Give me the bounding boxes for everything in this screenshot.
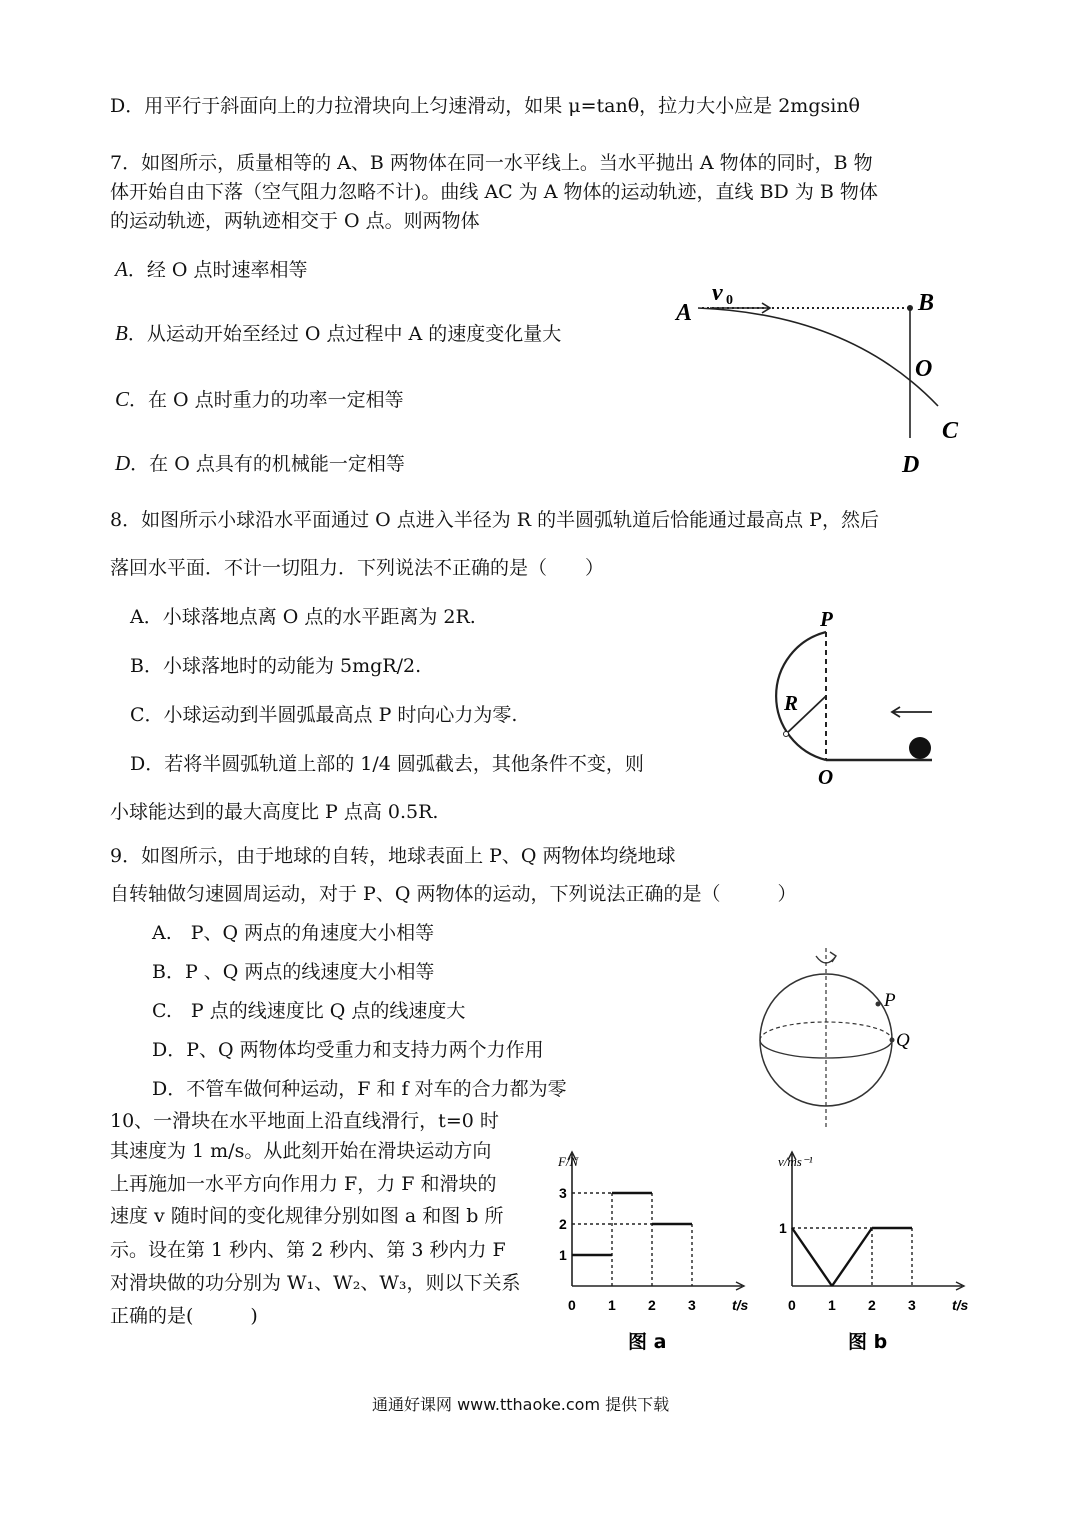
q8-option-b: B．小球落地时的动能为 5mgR/2. — [130, 655, 422, 677]
option-text: ．在 O 点具有的机械能一定相等 — [130, 453, 405, 475]
label-v-subscript: 0 — [726, 293, 733, 308]
option-letter: C — [115, 387, 130, 411]
label-d: D — [902, 452, 920, 478]
q9-stem-line1: 9．如图所示，由于地球的自转，地球表面上 P、Q 两物体均绕地球 — [110, 845, 676, 867]
q9-option-b: B．P 、Q 两点的线速度大小相等 — [152, 961, 435, 983]
equator-back — [760, 1022, 892, 1040]
option-letter: D — [115, 451, 131, 475]
motion-arrow — [892, 707, 932, 717]
q7-stem-line1: 7．如图所示，质量相等的 A、B 两物体在同一水平线上。当水平抛出 A 物体的同时，B 物 — [110, 152, 873, 174]
q8-stem-line1: 8．如图所示小球沿水平面通过 O 点进入半径为 R 的半圆弧轨道后恰能通过最高点 P，然后 — [110, 509, 879, 531]
x-tick-label: 1 — [608, 1297, 616, 1313]
q10-line2: 其速度为 1 m/s。从此刻开始在滑块运动方向 — [110, 1140, 492, 1162]
x-tick-label: 3 — [908, 1297, 916, 1313]
x-tick-label: 2 — [648, 1297, 656, 1313]
q7-stem-line3: 的运动轨迹，两轨迹相交于 O 点。则两物体 — [110, 210, 480, 232]
q9-earth-figure — [750, 944, 950, 1134]
chart-caption: 图 b — [848, 1331, 888, 1353]
q10-line4: 速度 v 随时间的变化规律分别如图 a 和图 b 所 — [110, 1205, 504, 1227]
q7-option-a — [115, 257, 307, 282]
q9-option-d2: D．不管车做何种运动，F 和 f 对车的合力都为零 — [152, 1078, 567, 1100]
q7-option-d — [115, 451, 405, 476]
option-text: ．经 O 点时速率相等 — [127, 259, 308, 281]
q10-line3: 上再施加一水平方向作用力 F，力 F 和滑块的 — [110, 1173, 497, 1195]
q9-option-a: A. P、Q 两点的角速度大小相等 — [152, 922, 435, 944]
q8-option-d: D．若将半圆弧轨道上部的 1/4 圆弧截去，其他条件不变，则 — [130, 753, 644, 775]
series-segment — [792, 1228, 832, 1286]
ball — [909, 737, 931, 759]
label-q: Q — [896, 1030, 910, 1051]
label-r: R — [784, 691, 799, 715]
q9-option-c: C. P 点的线速度比 Q 点的线速度大 — [152, 1000, 466, 1022]
q10-line7: 正确的是( ) — [110, 1305, 258, 1327]
y-tick-label: 3 — [559, 1185, 567, 1201]
q7-trajectory-figure — [670, 278, 990, 478]
label-p: P — [820, 607, 833, 631]
option-text: ．在 O 点时重力的功率一定相等 — [129, 389, 404, 411]
q10-line1: 10、一滑块在水平地面上沿直线滑行，t=0 时 — [110, 1110, 499, 1132]
label-a: A — [676, 300, 693, 326]
label-o: O — [915, 356, 933, 382]
radius-end-dot — [784, 732, 789, 737]
q10-line5: 示。设在第 1 秒内、第 2 秒内、第 3 秒内力 F — [110, 1239, 506, 1261]
q6-option-d: D．用平行于斜面向上的力拉滑块向上匀速滑动，如果 μ=tanθ，拉力大小应是 2mgsinθ — [110, 95, 860, 117]
option-letter: B — [115, 321, 128, 345]
footer-text: 通通好课网 www.tthaoke.com 提供下载 — [372, 1395, 670, 1414]
q8-stem-line2: 落回水平面．不计一切阻力．下列说法不正确的是（ ） — [110, 557, 605, 579]
label-v: v — [712, 280, 723, 306]
chart-caption: 图 a — [628, 1331, 667, 1353]
x-axis-label: t/s — [952, 1297, 969, 1313]
y-tick-label: 1 — [559, 1247, 567, 1263]
curve-ac — [698, 308, 938, 406]
q7-option-c — [115, 387, 404, 412]
point-p — [876, 1002, 881, 1007]
q8-option-a: A．小球落地点离 O 点的水平距离为 2R. — [130, 606, 476, 628]
q8-option-d-cont: 小球能达到的最大高度比 P 点高 0.5R. — [110, 801, 439, 823]
label-o: O — [818, 765, 834, 789]
x-tick-label: 0 — [788, 1297, 796, 1313]
point-b-dot — [907, 305, 913, 311]
x-axis-label: t/s — [732, 1297, 749, 1313]
q9-option-d: D．P、Q 两物体均受重力和支持力两个力作用 — [152, 1039, 544, 1061]
y-axis-label: F/N — [558, 1154, 579, 1169]
q8-semicircle-figure — [760, 607, 960, 792]
label-p: P — [884, 990, 896, 1011]
x-tick-label: 3 — [688, 1297, 696, 1313]
y-tick-label: 1 — [779, 1220, 787, 1236]
q7-stem-line2: 体开始自由下落（空气阻力忽略不计)。曲线 AC 为 A 物体的运动轨迹，直线 BD 为 B 物体 — [110, 181, 878, 203]
y-axis-label: v/ms⁻¹ — [778, 1154, 813, 1169]
chart-a-force-time — [540, 1144, 749, 1364]
option-text: ．从运动开始至经过 O 点过程中 A 的速度变化量大 — [127, 323, 562, 345]
option-letter: A — [115, 257, 128, 281]
series-segment — [832, 1228, 872, 1286]
x-tick-label: 2 — [868, 1297, 876, 1313]
q8-option-c: C．小球运动到半圆弧最高点 P 时向心力为零. — [130, 704, 518, 726]
q9-stem-line2: 自转轴做匀速圆周运动，对于 P、Q 两物体的运动，下列说法正确的是（ ） — [110, 883, 797, 905]
q7-option-b — [115, 321, 561, 346]
point-q — [890, 1038, 895, 1043]
y-tick-label: 2 — [559, 1216, 567, 1232]
q10-line6: 对滑块做的功分别为 W₁、W₂、W₃，则以下关系 — [110, 1272, 521, 1294]
x-tick-label: 1 — [828, 1297, 836, 1313]
chart-b-velocity-time — [760, 1144, 969, 1364]
label-c: C — [942, 418, 959, 444]
x-tick-label: 0 — [568, 1297, 576, 1313]
label-b: B — [918, 290, 935, 316]
